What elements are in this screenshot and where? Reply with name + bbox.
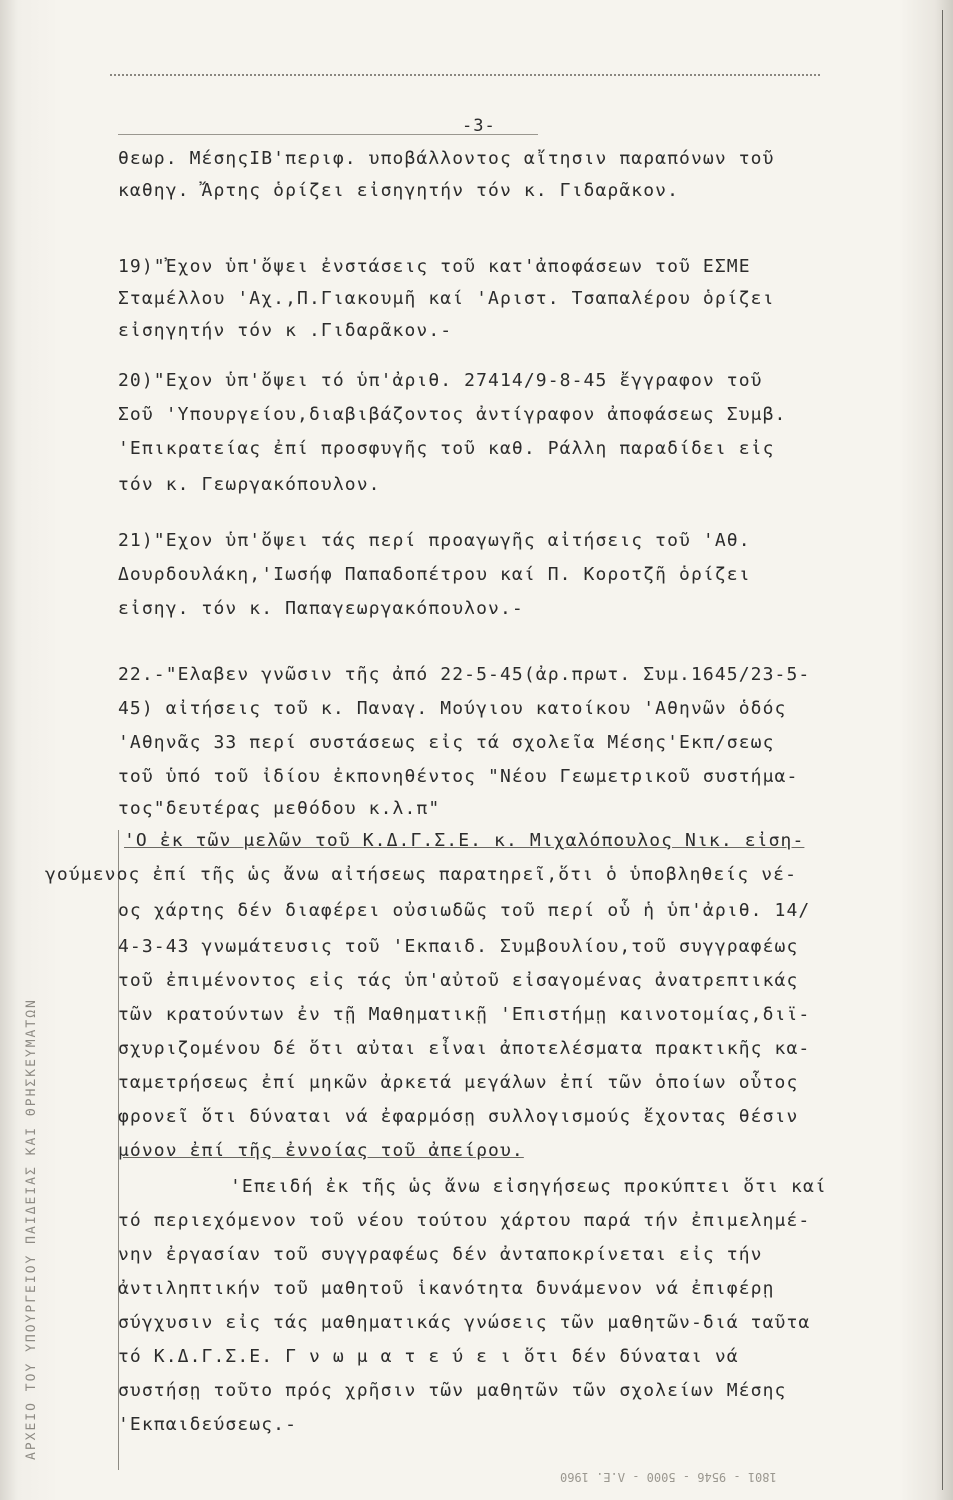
text-line: 'Εκπαιδεύσεως.-	[118, 1414, 298, 1435]
text-line: 45) αἰτήσεις τοῦ κ. Παναγ. Μούγιου κατοίκου 'Αθηνῶν ὁδός	[118, 698, 787, 719]
text-line: Σοῦ 'Υπουργείου,διαβιβάζοντος ἀντίγραφον ἀποφάσεως Συμβ.	[118, 404, 787, 425]
text-line: εἰσηγ. τόν κ. Παπαγεωργακόπουλον.-	[118, 598, 524, 619]
text-line: τόν κ. Γεωργακόπουλον.	[118, 474, 381, 495]
text-line: 22.-"Ελαβεν γνῶσιν τῆς ἀπό 22-5-45(ἀρ.πρωτ. Συμ.1645/23-5-	[118, 664, 811, 685]
page-edge-line	[942, 10, 943, 1490]
header-rule	[110, 74, 820, 76]
text-line: τῶν κρατούντων ἐν τῇ Μαθηματικῇ 'Επιστήμῃ καινοτομίας,διϊ-	[118, 1004, 811, 1025]
text-line: ος χάρτης δέν διαφέρει οὐσιωδῶς τοῦ περί οὗ ἡ ὑπ'ἀριθ. 14/	[118, 900, 811, 921]
text-line: 20)"Εχον ὑπ'ὄψει τό ὑπ'ἀριθ. 27414/9-8-45 ἔγγραφον τοῦ	[118, 370, 763, 391]
text-line: τό περιεχόμενον τοῦ νέου τούτου χάρτου παρά τήν ἐπιμελημέ-	[118, 1210, 811, 1231]
text-line: τοῦ ὑπό τοῦ ἰδίου ἐκπονηθέντος "Νέου Γεωμετρικοῦ συστήμα-	[118, 766, 799, 787]
text-line: 'Επικρατείας ἐπί προσφυγῆς τοῦ καθ. Ράλλη παραδίδει εἰς	[118, 438, 775, 459]
text-line: 21)"Εχον ὑπ'ὄψει τάς περί προαγωγῆς αἰτήσεις τοῦ 'Αθ.	[118, 530, 751, 551]
page-number: -3-	[462, 116, 496, 136]
text-line: τος"δευτέρας μεθόδου κ.λ.π"	[118, 798, 441, 819]
text-line: τοῦ ἐπιμένοντος εἰς τάς ὑπ'αὐτοῦ εἰσαγομένας ἀνατρεπτικάς	[118, 970, 799, 991]
text-line: ἀντιληπτικήν τοῦ μαθητοῦ ἱκανότητα δυνάμενον νά ἐπιφέρῃ	[118, 1278, 775, 1299]
text-line: μόνον ἐπί τῆς ἐννοίας τοῦ ἀπείρου.	[118, 1140, 524, 1161]
text-line: Σταμέλλου 'Αχ.,Π.Γιακουμῆ καί 'Αριστ. Τσαπαλέρου ὁρίζει	[118, 288, 775, 309]
text-line: εἰσηγητήν τόν κ .Γιδαρᾶκον.-	[118, 320, 453, 341]
text-line: 'Αθηνᾶς 33 περί συστάσεως εἰς τά σχολεῖα Μέσης'Εκπ/σεως	[118, 732, 775, 753]
text-line: ταμετρήσεως ἐπί μηκῶν ἀρκετά μεγάλων ἐπί τῶν ὁποίων οὗτος	[118, 1072, 799, 1093]
text-line: 'Ο ἐκ τῶν μελῶν τοῦ Κ.Δ.Γ.Σ.Ε. κ. Μιχαλόπουλος Νικ. εἰση-	[124, 830, 805, 851]
text-line: νην ἐργασίαν τοῦ συγγραφέως δέν ἀνταποκρίνεται εἰς τήν	[118, 1244, 763, 1265]
text-line: Δουρδουλάκη,'Ιωσήφ Παπαδοπέτρου καί Π. Κοροτζῆ ὁρίζει	[118, 564, 751, 585]
printer-reference: 1801 - 9546 - 5000 - Λ.Ε. 1960	[560, 1470, 777, 1484]
page-number-rule	[118, 134, 538, 135]
text-line: 19)"Ἐχον ὑπ'ὄψει ἐνστάσεις τοῦ κατ'ἀποφάσεων τοῦ ΕΣΜΕ	[118, 256, 751, 277]
text-line: θεωρ. ΜέσηςΙΒ'περιφ. υποβάλλοντος αἴτησιν παραπόνων τοῦ	[118, 148, 775, 169]
text-line: φρονεῖ ὅτι δύναται νά ἐφαρμόσῃ συλλογισμούς ἔχοντας θέσιν	[118, 1106, 799, 1127]
text-line: καθηγ. Ἄρτης ὁρίζει εἰσηγητήν τόν κ. Γιδαρᾶκον.	[118, 180, 680, 201]
text-line: σύγχυσιν εἰς τάς μαθηματικάς γνώσεις τῶν μαθητῶν-διά ταῦτα	[118, 1312, 811, 1333]
text-line: συστήσῃ τοῦτο πρός χρῆσιν τῶν μαθητῶν τῶν σχολείων Μέσης	[118, 1380, 787, 1401]
text-line: 4-3-43 γνωμάτευσις τοῦ 'Εκπαιδ. Συμβουλίου,τοῦ συγγραφέως	[118, 936, 799, 957]
text-line: 'Επειδή ἐκ τῆς ὡς ἄνω εἰσηγήσεως προκύπτει ὅτι καί	[230, 1176, 827, 1197]
text-line: γούμενος ἐπί τῆς ὡς ἄνω αἰτήσεως παρατηρεῖ,ὅτι ὁ ὑποβληθείς νέ-	[45, 864, 798, 885]
text-line: τό Κ.Δ.Γ.Σ.Ε. Γ ν ω μ α τ ε ύ ε ι ὅτι δέν δύναται νά	[118, 1346, 739, 1367]
text-line: σχυριζομένου δέ ὅτι αὐται εἶναι ἀποτελέσματα πρακτικῆς κα-	[118, 1038, 811, 1059]
margin-archive-stamp: ΑΡΧΕΙΟ ΤΟΥ ΥΠΟΥΡΓΕΙΟΥ ΠΑΙΔΕΙΑΣ ΚΑΙ ΘΡΗΣΚΕΥΜΑΤΩΝ	[24, 998, 39, 1460]
